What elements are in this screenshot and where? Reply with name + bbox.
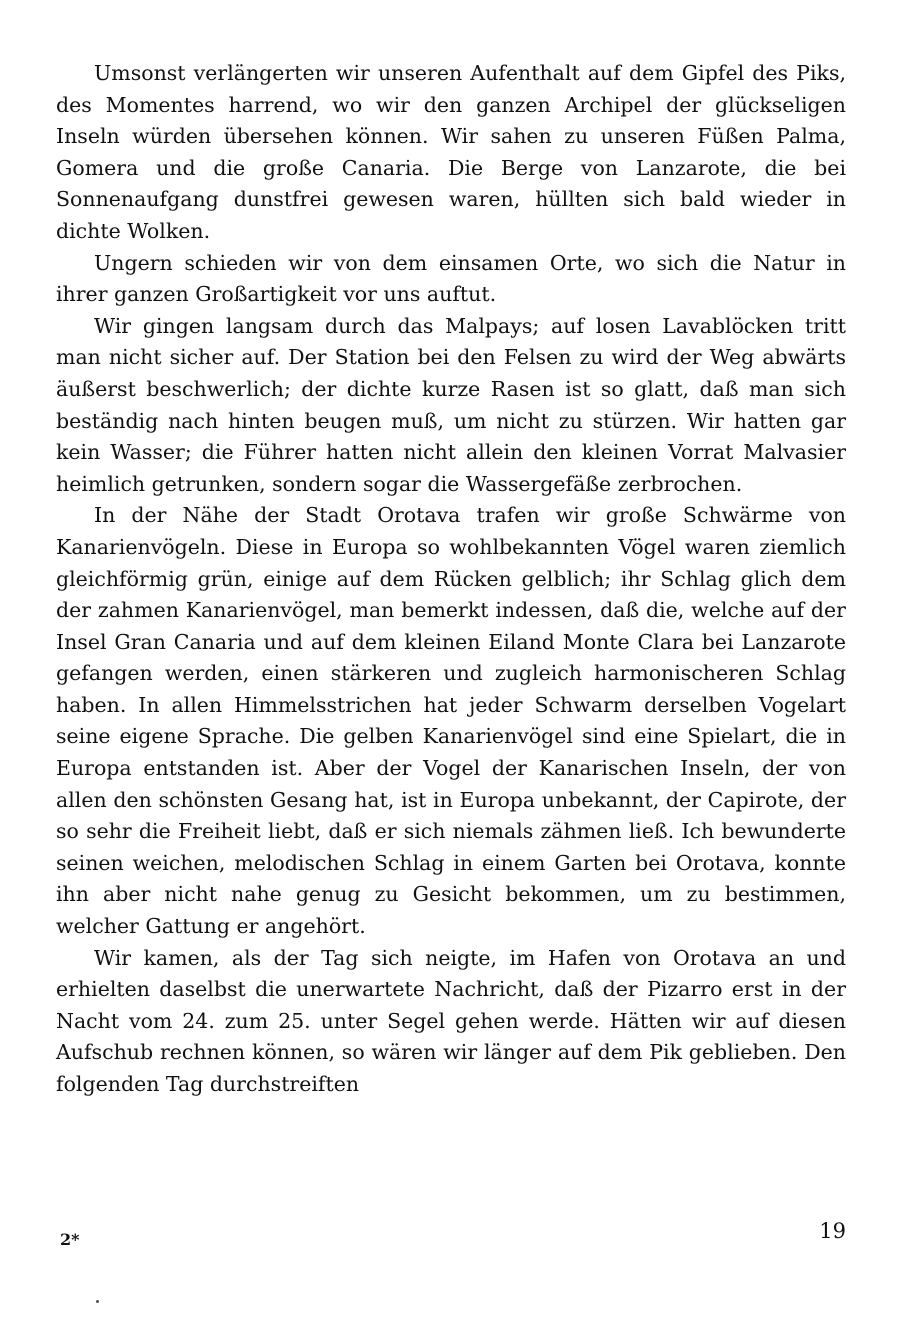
paragraph-4: In der Nähe der Stadt Orotava trafen wir große Schwärme von Kanarienvögeln. Diese in Europa so wohlbekannten Vögel waren ziemlich gleichförmig grün, einige auf dem Rücken gelblich; ihr Schlag glich dem der zahmen Kanarienvögel, man bemerkt indessen, daß die, welche auf der Insel Gran Canaria und auf dem kleinen Eiland Monte Clara bei Lanzarote gefangen werden, einen stärkeren und zugleich harmonischeren Schlag haben. In allen Himmelsstrichen hat jeder Schwarm derselben Vogelart seine eigene Sprache. Die gelben Kanarienvögel sind eine Spielart, die in Europa entstanden ist. Aber der Vogel der Kanarischen Inseln, der von allen den schönsten Gesang hat, ist in Europa unbekannt, der Capirote, der so sehr die Freiheit liebt, daß er sich niemals zähmen ließ. Ich bewunderte seinen weichen, melodischen Schlag in einem Garten bei Orotava, konnte ihn aber nicht nahe genug zu Gesicht bekommen, um zu bestimmen, welcher Gattung er angehört. [56,503,846,939]
signature-mark: 2* [60,1230,80,1249]
body-text [56,58,846,1101]
paper-speck [96,1300,99,1303]
page-number: 19 [819,1219,846,1243]
paragraph-3: Wir gingen langsam durch das Malpays; auf losen Lavablöcken tritt man nicht sicher auf. Der Station bei den Felsen zu wird der Weg abwärts äußerst beschwerlich; der dichte kurze Rasen ist so glatt, daß man sich beständig nach hinten beugen muß, um nicht zu stürzen. Wir hatten gar kein Wasser; die Führer hatten nicht allein den kleinen Vorrat Malvasier heimlich getrunken, sondern sogar die Wassergefäße zerbrochen. [56,313,846,496]
paragraph-5: Wir kamen, als der Tag sich neigte, im Hafen von Orotava an und erhielten daselbst die unerwartete Nachricht, daß der Pizarro erst in der Nacht vom 24. zum 25. unter Segel gehen werde. Hätten wir auf diesen Aufschub rechnen können, so wären wir länger auf dem Pik geblieben. Den folgenden Tag durchstreiften [56,945,846,1096]
paragraph-2: Ungern schieden wir von dem einsamen Orte, wo sich die Natur in ihrer ganzen Großartigkeit vor uns auftut. [56,250,846,307]
paragraph-1: Umsonst verlängerten wir unseren Aufenthalt auf dem Gipfel des Piks, des Momentes harrend, wo wir den ganzen Archipel der glückseligen Inseln würden übersehen können. Wir sahen zu unseren Füßen Palma, Gomera und die große Canaria. Die Berge von Lanzarote, die bei Sonnenaufgang dunstfrei gewesen waren, hüllten sich bald wieder in dichte Wolken. [56,61,846,243]
